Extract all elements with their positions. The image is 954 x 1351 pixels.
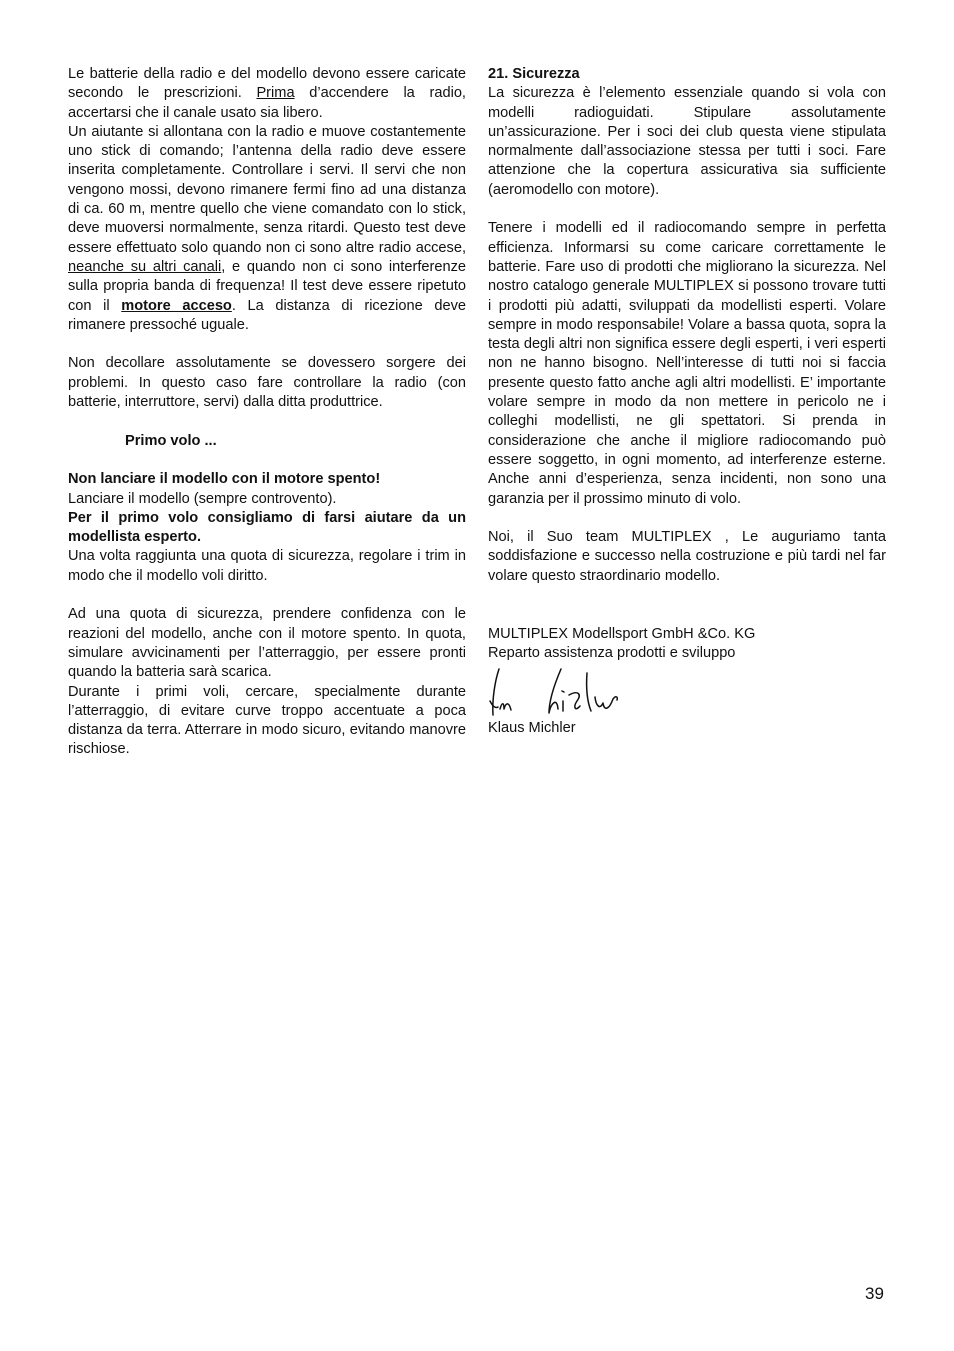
expert-help-paragraph: Per il primo volo consigliamo di farsi aiutare da un modellista esperto. — [68, 509, 466, 546]
warning-motor-off: Non lanciare il modello con il motore spento! — [68, 471, 381, 488]
safety-heading: 21. Sicurezza — [488, 66, 580, 82]
department-name: Reparto assistenza prodotti e sviluppo — [488, 644, 736, 661]
motor-on-emphasis: motore acceso — [121, 297, 232, 314]
page-number: 39 — [865, 1284, 884, 1303]
battery-paragraph: Le batterie della radio e del modello devono essere caricate secondo le prescrizioni. Prima d’accendere la radio, accertarsi che il canale usato sia libero. — [68, 66, 466, 121]
landing-paragraph: Durante i primi voli, cercare, specialmente durante l’atterraggio, di evitare curve troppo accentuate a poca distanza da terra. Atterrare in modo sicuro, evitando manovre rischiose. — [68, 683, 466, 758]
launch-paragraph: Lanciare il modello (sempre controvento). — [68, 490, 337, 507]
insurance-paragraph: La sicurezza è l’elemento essenziale quando si vola con modelli radioguidati. Stipulare assolutamente un’assicurazione. Per i soci dei club questa viene stipulata normalmente dall’associazione stessa per tutti i soci. Fare attenzione che la copertura assicurativa sia sufficiente (aeromodello con motore). — [488, 85, 886, 198]
first-flight-heading: Primo volo ... — [125, 432, 217, 449]
problems-paragraph: Non decollare assolutamente se dovessero sorgere dei problemi. In questo caso fare controllare la radio (con batterie, interruttore, servi) dalla ditta produttrice. — [68, 355, 466, 411]
other-channels-underlined: neanche su altri canali — [68, 258, 222, 275]
left-column — [68, 65, 466, 760]
closing-paragraph: Noi, il Suo team MULTIPLEX , Le auguriamo tanta soddisfazione e successo nella costruzione e più tardi nel far volare questo straordinario modello. — [488, 529, 886, 584]
range-test-paragraph: Un aiutante si allontana con la radio e muove costantemente uno stick di comando; l’antenna della radio deve essere inserita completamente. Controllare i servi. Il servi che non vengono mossi, devono rimanere fermi fino ad una distanza di ca. 60 m, mentre quello che viene comandato con lo stick, deve muoversi normalmente, senza ritardi. Questo test deve essere effettuato solo quando non ci sono altre radio accese, neanche su altri canali, e quando non ci sono interferenze sulla propria banda di frequenza! Il test deve essere ripetuto con il motore acceso. La distanza di ricezione deve rimanere pressoché uguale. — [68, 123, 467, 333]
signature-icon — [487, 665, 637, 719]
safety-paragraph: Tenere i modelli ed il radiocomando sempre in perfetta efficienza. Informarsi su come caricare correttamente le batterie. Fare uso di prodotti che migliorano la sicurezza. Nel nostro catalogo generale MULTIPLEX si possono trovare tutti i prodotti più adatti, sviluppati da modellisti esperti. Volare sempre in modo responsabile! Volare a bassa quota, sopra la testa degli altri non significa essere degli esperti, i veri esperti non ne hanno bisogno. Nell’interesse di tutti noi si faccia presente questo fatto anche agli altri modellisti. E’ importante volare sempre in modo da non mettere in pericolo ne i colleghi modellisti, ne gli spettatori. Si prenda in considerazione che anche il migliore radiocomando può essere soggetto, in ogni momento, ad interferenze esterne. Anche anni d’esperienza, senza incidenti, non sono una garanzia per il prossimo minuto di volo. — [488, 220, 886, 507]
prima-underlined: Prima — [256, 85, 295, 102]
confidence-paragraph: Ad una quota di sicurezza, prendere confidenza con le reazioni del modello, anche con il motore spento. In quota, simulare avvicinamenti per l’atterraggio, per essere pronti quando la batteria sarà scarica. — [68, 606, 466, 681]
right-column — [488, 65, 886, 739]
company-name: MULTIPLEX Modellsport GmbH &Co. KG — [488, 625, 756, 642]
trim-paragraph: Una volta raggiunta una quota di sicurezza, regolare i trim in modo che il modello voli diritto. — [68, 548, 466, 584]
signer-name: Klaus Michler — [488, 720, 576, 737]
